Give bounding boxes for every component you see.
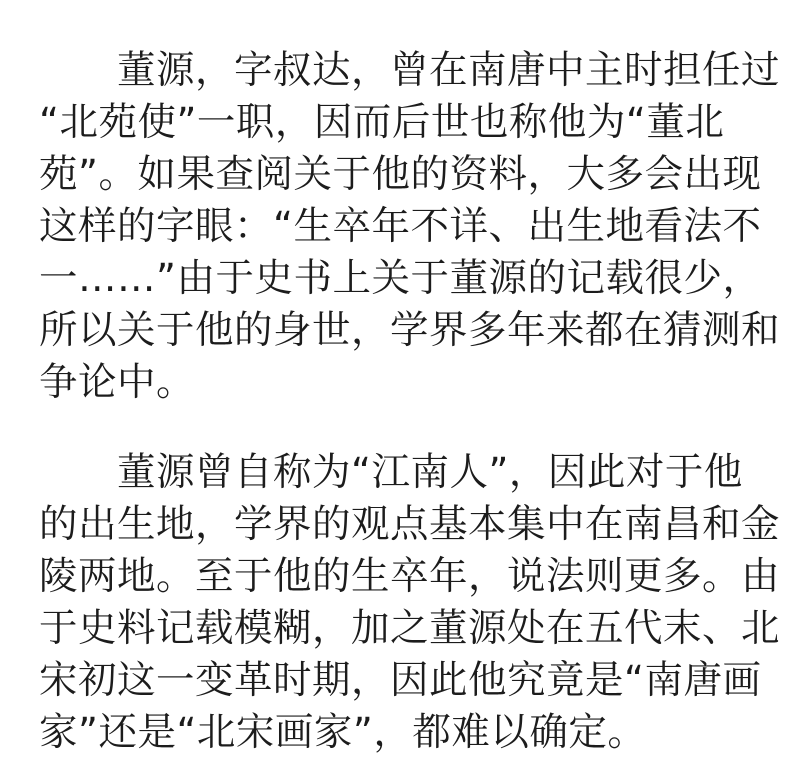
paragraph-line: 一……”由于史书上关于董源的记载很少， [39,256,762,301]
paragraph-line: 于史料记载模糊，加之董源处在五代末、北 [39,606,781,651]
paragraph-line: 董源，字叔达，曾在南唐中主时担任过 [117,48,781,93]
paragraph-line: 陵两地。至于他的生卒年，说法则更多。由 [39,554,781,599]
paragraph-line: 宋初这一变革时期，因此他究竟是“南唐画 [39,658,762,703]
paragraph-line: 家”还是“北宋画家”，都难以确定。 [39,710,647,755]
paragraph-line: 争论中。 [39,360,196,405]
paragraph-line: 的出生地，学界的观点基本集中在南昌和金 [39,502,781,547]
paragraph-line: 这样的字眼：“生卒年不详、出生地看法不 [39,204,762,249]
paragraph-line: 所以关于他的身世，学界多年来都在猜测和 [39,308,781,353]
paragraph-line: 苑”。如果查阅关于他的资料，大多会出现 [39,152,762,197]
paragraph-line: 董源曾自称为“江南人”，因此对于他 [117,450,743,495]
paragraph-line: “北苑使”一职，因而后世也称他为“董北 [39,100,725,145]
